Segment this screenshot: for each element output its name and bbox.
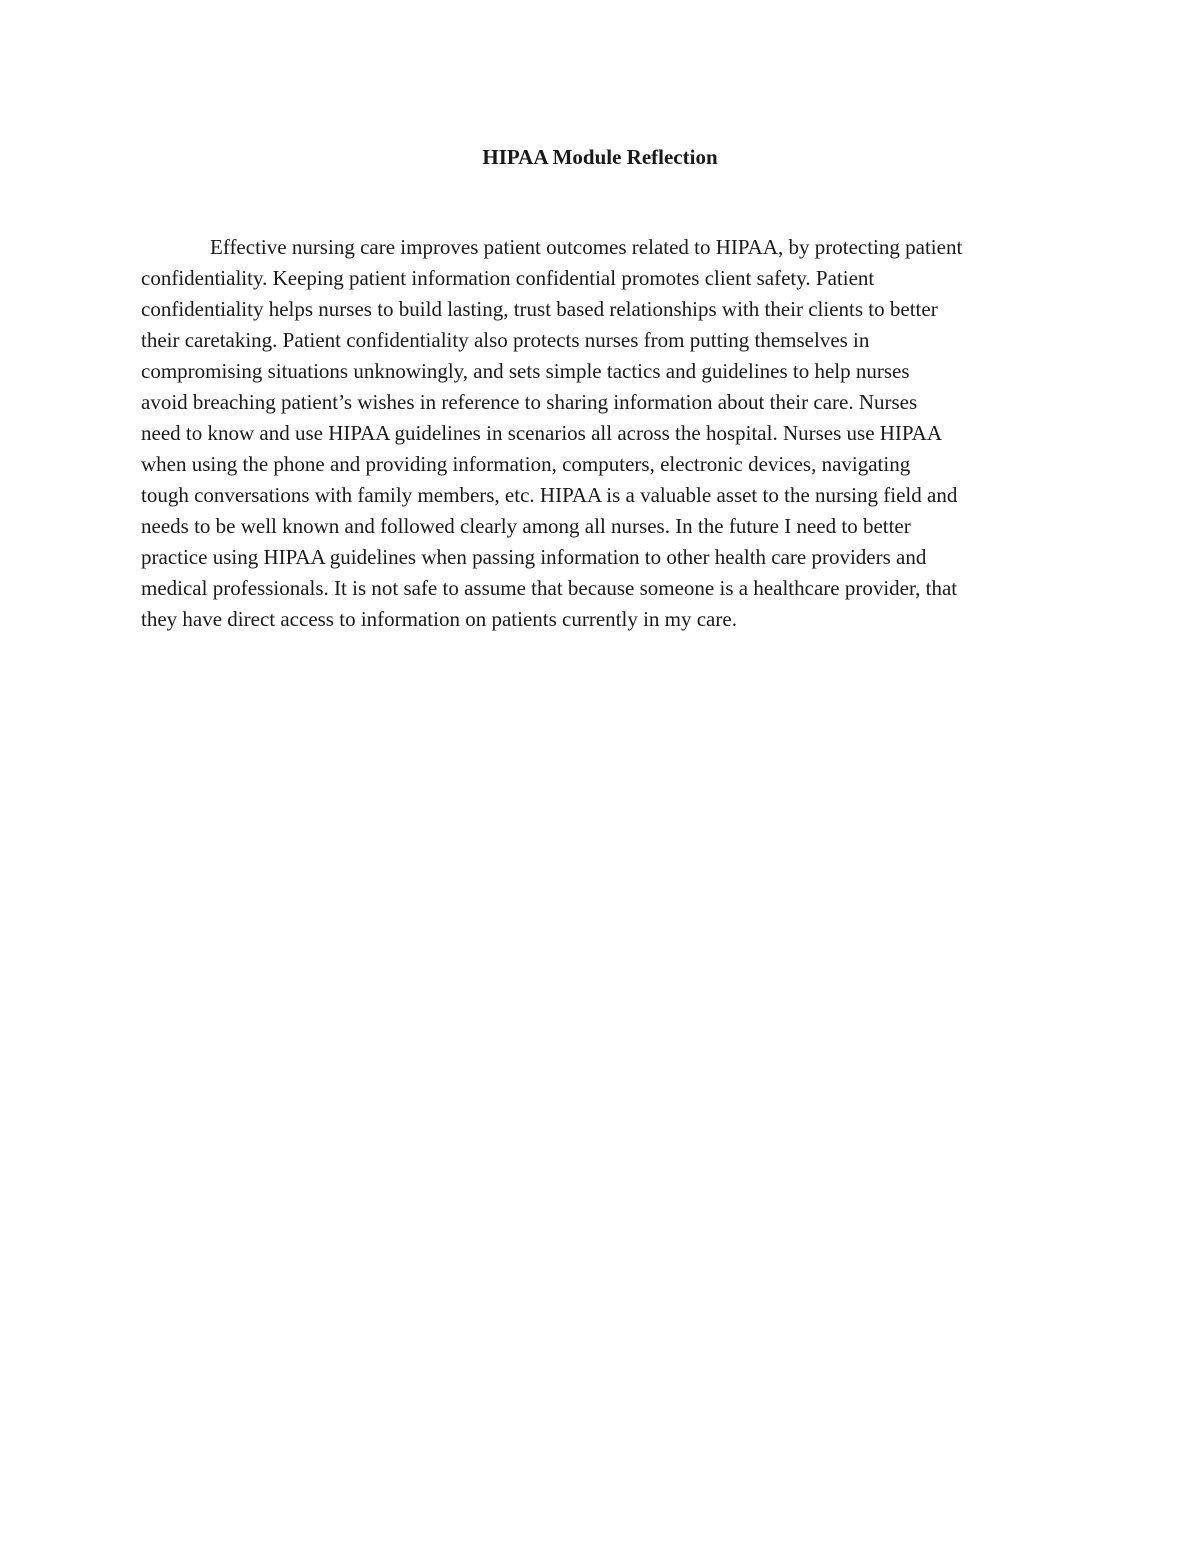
document-title: HIPAA Module Reflection — [482, 145, 718, 169]
paragraph-line: their caretaking. Patient confidentiality also protects nurses from putting themselves in — [141, 328, 870, 352]
paragraph-line: when using the phone and providing information, computers, electronic devices, navigating — [141, 452, 911, 476]
paragraph-line: avoid breaching patient’s wishes in reference to sharing information about their care. Nurses — [141, 390, 918, 414]
paragraph-line: tough conversations with family members, etc. HIPAA is a valuable asset to the nursing field and — [141, 483, 958, 507]
paragraph-line: practice using HIPAA guidelines when passing information to other health care providers and — [141, 545, 927, 569]
paragraph-line: need to know and use HIPAA guidelines in scenarios all across the hospital. Nurses use HIPAA — [141, 421, 943, 445]
paragraph-line: they have direct access to information on patients currently in my care. — [141, 607, 737, 631]
paragraph-line: confidentiality. Keeping patient information confidential promotes client safety. Patient — [141, 266, 875, 290]
body-paragraph — [141, 232, 1061, 635]
paragraph-line: Effective nursing care improves patient outcomes related to HIPAA, by protecting patient — [210, 235, 963, 259]
paragraph-line: confidentiality helps nurses to build lasting, trust based relationships with their clients to better — [141, 297, 938, 321]
paragraph-line: medical professionals. It is not safe to assume that because someone is a healthcare provider, that — [141, 576, 958, 600]
paragraph-line: compromising situations unknowingly, and sets simple tactics and guidelines to help nurses — [141, 359, 910, 383]
paragraph-line: needs to be well known and followed clearly among all nurses. In the future I need to better — [141, 514, 911, 538]
